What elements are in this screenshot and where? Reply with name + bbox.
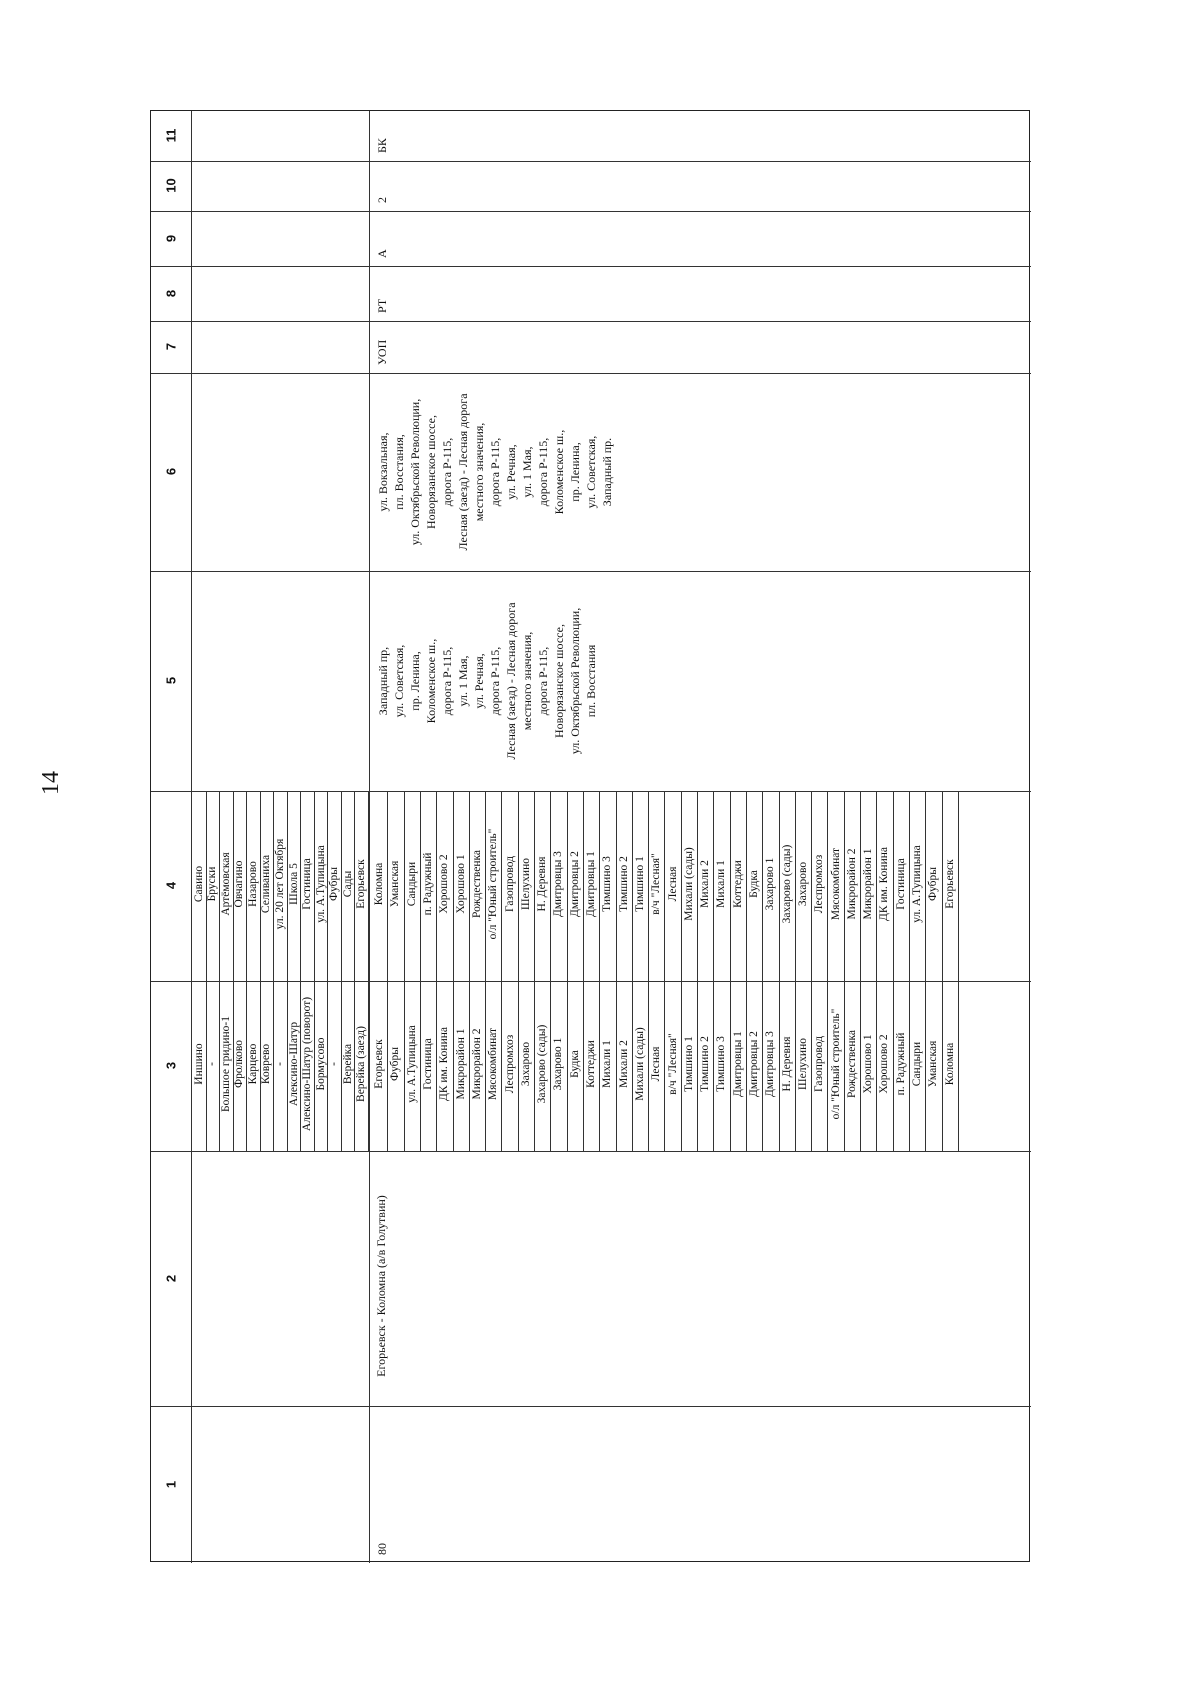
route-stop-reverse: Тимшино 2 [617,856,630,912]
route-stop-reverse: Дмитровцы 1 [585,851,598,917]
grid-line [811,791,812,981]
street-line: Коломенское ш., [424,638,438,724]
grid-line [958,981,959,1151]
column-header-9: 9 [163,234,179,242]
route-stop-forward: о/л "Юный строитель" [829,1008,842,1120]
column-header-5: 5 [163,676,179,685]
stop-name: - [274,1062,286,1066]
route-stop-forward: Леспромхоз [503,1034,516,1094]
route-stop-reverse: Фубры [927,867,940,902]
route-stop-reverse: Дмитровцы 2 [568,851,581,917]
route-stop-forward: Тимшино 1 [682,1036,695,1092]
grid-line [151,161,1031,162]
stop-name: Овчагино [233,860,246,908]
stop-name: Школа 5 [287,863,300,905]
grid-line [583,981,584,1151]
stop-name: ул. А.Тупицына [314,845,327,923]
street-line: ул. Речная, [472,653,486,709]
route-stop-forward: Захарово (сады) [536,1024,549,1104]
stop-name: Карцево [246,1043,259,1085]
stop-name: Егорьевск [355,859,368,909]
route-stop-reverse: Леспромхоз [813,854,826,914]
grid-line [404,981,405,1151]
stop-name: Коврево [260,1043,273,1085]
route-table [150,110,1030,1562]
grid-line [746,791,747,981]
route-stop-reverse: Рождественка [470,849,483,919]
route-stop-forward: Микрорайон 1 [454,1028,467,1100]
grid-line [151,321,1031,322]
grid-line [795,981,796,1151]
street-line: дорога Р-115, [536,646,550,716]
stop-name: Большое гридино-1 [219,1015,232,1113]
route-stop-reverse: Шелухино [519,858,532,911]
grid-line [909,981,910,1151]
route-stop-reverse: Н. Деревня [536,856,549,912]
route-stop-reverse: Будка [748,870,761,898]
street-line: ул. Октябрьской Революции, [408,398,422,546]
stop-name: Селиваниха [260,854,273,914]
route-stop-reverse: Захарово 1 [764,857,777,911]
route-stop-reverse: Мясокомбинат [829,847,842,921]
grid-line [485,981,486,1151]
fare-order: БК [375,138,389,153]
route-stop-forward: в/ч "Лесная" [666,1033,679,1095]
column-header-10: 10 [163,178,179,193]
street-line: ул. Речная, [504,444,518,500]
grid-line [779,791,780,981]
stop-name: - [328,1062,341,1066]
grid-line [151,571,1031,572]
route-stop-forward: Захарово [519,1041,532,1087]
grid-line [485,791,486,981]
route-stop-forward: Н. Деревня [780,1036,793,1092]
grid-line [518,791,519,981]
route-stop-forward: Коломна [943,1042,956,1086]
street-line: пл. Восстания [584,644,598,718]
grid-line [779,981,780,1151]
page-number: 14 [38,771,64,795]
route-stop-forward: Хорошово 1 [862,1034,875,1094]
column-header-3: 3 [163,1061,179,1070]
grid-line [567,981,568,1151]
route-stop-reverse: Дмитровцы 3 [552,851,565,917]
grid-line [648,981,649,1151]
stop-name: Назарово [246,861,259,907]
column-header-6: 6 [163,467,179,476]
grid-line [453,791,454,981]
route-stop-forward: Лесная [650,1046,663,1082]
stop-name: Артёмовская [219,852,232,916]
route-stop-forward: ДК им. Конина [438,1027,451,1101]
grid-line [616,791,617,981]
route-stop-reverse: о/л "Юный строитель" [487,828,500,940]
street-line: дорога Р-115, [488,646,502,716]
column-header-11: 11 [163,128,179,143]
grid-line [453,981,454,1151]
grid-line [420,791,421,981]
stop-name: - [206,1062,219,1066]
grid-line [958,791,959,981]
grid-line [860,981,861,1151]
route-stop-forward: Михали (сады) [633,1027,646,1101]
grid-line [369,111,370,1563]
route-stop-forward: Шелухино [796,1038,809,1091]
grid-line [191,111,192,1563]
grid-line [648,791,649,981]
route-stop-reverse: Лесная [666,866,679,902]
grid-line [664,981,665,1151]
grid-line [942,981,943,1151]
route-stop-reverse: ул. А.Тупицына [911,845,924,923]
stop-name: Верейка [341,1043,354,1085]
street-line: Западный пр. [600,437,614,507]
stop-name: ул. 20 лет Октября [274,838,286,930]
street-line: дорога Р-115, [440,437,454,507]
route-stop-reverse: Хорошово 1 [454,854,467,914]
grid-line [827,791,828,981]
grid-line [893,981,894,1151]
route-stop-forward: Тимшино 2 [699,1036,712,1092]
route-stop-reverse: Егорьевск [943,859,956,909]
route-stop-reverse: Уманская [389,860,402,908]
street-line: дорога Р-115, [488,437,502,507]
street-line: пл. Восстания, [392,434,406,510]
vehicle-class: А [375,249,389,258]
street-line: Лесная (заезд) - Лесная дорога [456,393,470,551]
column-header-2: 2 [163,1274,179,1282]
column-header-4: 4 [163,881,179,890]
grid-line [795,791,796,981]
grid-line [942,791,943,981]
grid-line [501,981,502,1151]
stop-name: Бормусово [314,1037,327,1091]
grid-line [151,1151,1031,1152]
route-stop-forward: Михали 2 [617,1040,630,1088]
route-stop-forward: Егорьевск [373,1039,386,1089]
grid-line [632,791,633,981]
grid-line [534,791,535,981]
grid-line [681,981,682,1151]
route-stop-forward: Фубры [389,1047,402,1082]
route-stop-reverse: в/ч "Лесная" [650,853,663,915]
route-stop-reverse: Тимшино 3 [601,856,614,912]
grid-line [368,981,369,1151]
route-stop-forward: Дмитровцы 1 [731,1031,744,1097]
grid-line [501,791,502,981]
street-line: ул. 1 Мая, [520,446,534,498]
street-line: Новорязанское шоссе, [552,624,566,738]
route-stop-forward: Мясокомбинат [487,1027,500,1101]
vehicle-count: 2 [375,197,389,203]
route-stop-reverse: Микрорайон 1 [862,848,875,920]
grid-line [420,981,421,1151]
stop-name: Фубры [328,867,341,902]
street-line: ул. Советская, [392,644,406,718]
route-stop-reverse: Коломна [373,862,386,906]
grid-line [469,981,470,1151]
route-stop-reverse: ДК им. Конина [878,847,891,921]
stop-name: Верейка (заезд) [355,1026,368,1102]
stop-name: Сады [341,870,354,898]
grid-line [583,791,584,981]
grid-line [697,791,698,981]
street-line: ул. Вокзальная, [376,432,390,512]
street-line: местного значения, [520,631,534,731]
grid-line [469,791,470,981]
grid-line [730,791,731,981]
stop-name: Иншино [192,1043,205,1085]
route-stop-reverse: п. Радужный [422,852,435,916]
grid-line [404,791,405,981]
stop-name: Фролково [233,1039,246,1089]
stop-name: Савино [192,865,205,903]
street-line: ул. Октябрьской Революции, [568,607,582,755]
route-stop-forward: ул. А.Тупицына [405,1025,418,1103]
stop-name: Алексино-Шатур [287,1021,300,1107]
route-stop-reverse: Сандыри [405,861,418,907]
grid-line [893,791,894,981]
route-stop-forward: Хорошово 2 [878,1034,891,1094]
route-stop-reverse: Газопровод [503,856,516,912]
route-stop-forward: Сандыри [911,1041,924,1087]
route-stop-forward: Дмитровцы 3 [764,1031,777,1097]
route-stop-forward: Будка [568,1050,581,1078]
route-stop-reverse: Михали 1 [715,860,728,908]
route-stop-forward: Гостиница [422,1038,435,1090]
street-line: дорога Р-115, [536,437,550,507]
stop-name: Бруски [206,866,219,902]
grid-line [616,981,617,1151]
street-line: Новорязанское шоссе, [424,415,438,529]
grid-line [151,373,1031,374]
grid-line [567,791,568,981]
grid-line [697,981,698,1151]
route-stop-reverse: Микрорайон 2 [845,848,858,920]
grid-line [151,266,1031,267]
transport-kind: РТ [375,298,389,313]
street-line: Лесная (заезд) - Лесная дорога [504,602,518,760]
route-stop-forward: Рождественка [845,1029,858,1099]
grid-line [368,791,369,981]
route-stop-forward: Дмитровцы 2 [748,1031,761,1097]
grid-line [534,981,535,1151]
grid-line [844,981,845,1151]
route-stop-forward: п. Радужный [894,1032,907,1096]
grid-line [730,981,731,1151]
route-stop-reverse: Коттеджи [731,860,744,908]
grid-line [518,981,519,1151]
grid-line [811,981,812,1151]
stop-name: Алексино-Шатур (поворот) [301,996,314,1132]
street-line: ул. Советская, [584,435,598,509]
route-number: 80 [375,1543,389,1555]
grid-line [664,791,665,981]
grid-line [681,791,682,981]
route-stop-reverse: Михали (сады) [682,847,695,921]
route-stop-reverse: Хорошово 2 [438,854,451,914]
route-stop-reverse: Захарово (сады) [780,844,793,924]
route-stop-forward: Уманская [927,1040,940,1088]
route-stop-forward: Коттеджи [585,1040,598,1088]
grid-line [151,1406,1031,1407]
grid-line [632,981,633,1151]
street-line: местного значения, [472,422,486,522]
column-header-8: 8 [163,289,179,297]
stop-type: УОП [375,339,389,365]
street-line: ул. 1 Мая, [456,655,470,707]
grid-line [827,981,828,1151]
route-stop-forward: Микрорайон 2 [470,1028,483,1100]
grid-line [746,981,747,1151]
street-line: дорога Р-115, [440,646,454,716]
street-line: пр. Ленина, [568,442,582,502]
route-streets-forward [375,576,599,786]
grid-line [860,791,861,981]
route-stop-forward: Тимшино 3 [715,1036,728,1092]
street-line: Коломенское ш., [552,429,566,515]
route-name: Егорьевск - Коломна (а/в Голутвин) [374,1195,388,1377]
route-stop-forward: Газопровод [813,1036,826,1092]
column-header-7: 7 [163,342,179,351]
stop-name: Гостиница [301,858,314,910]
column-header-1: 1 [163,1480,179,1488]
street-line: пр. Ленина, [408,651,422,711]
route-stop-reverse: Гостиница [894,858,907,910]
grid-line [909,791,910,981]
route-stop-forward: Захарово 1 [552,1037,565,1091]
street-line: Западный пр, [376,646,390,716]
route-streets-reverse [375,378,615,566]
grid-line [844,791,845,981]
route-stop-reverse: Тимшино 1 [633,856,646,912]
route-stop-reverse: Михали 2 [699,860,712,908]
route-stop-reverse: Захарово [796,861,809,907]
grid-line [151,211,1031,212]
route-stop-forward: Михали 1 [601,1040,614,1088]
